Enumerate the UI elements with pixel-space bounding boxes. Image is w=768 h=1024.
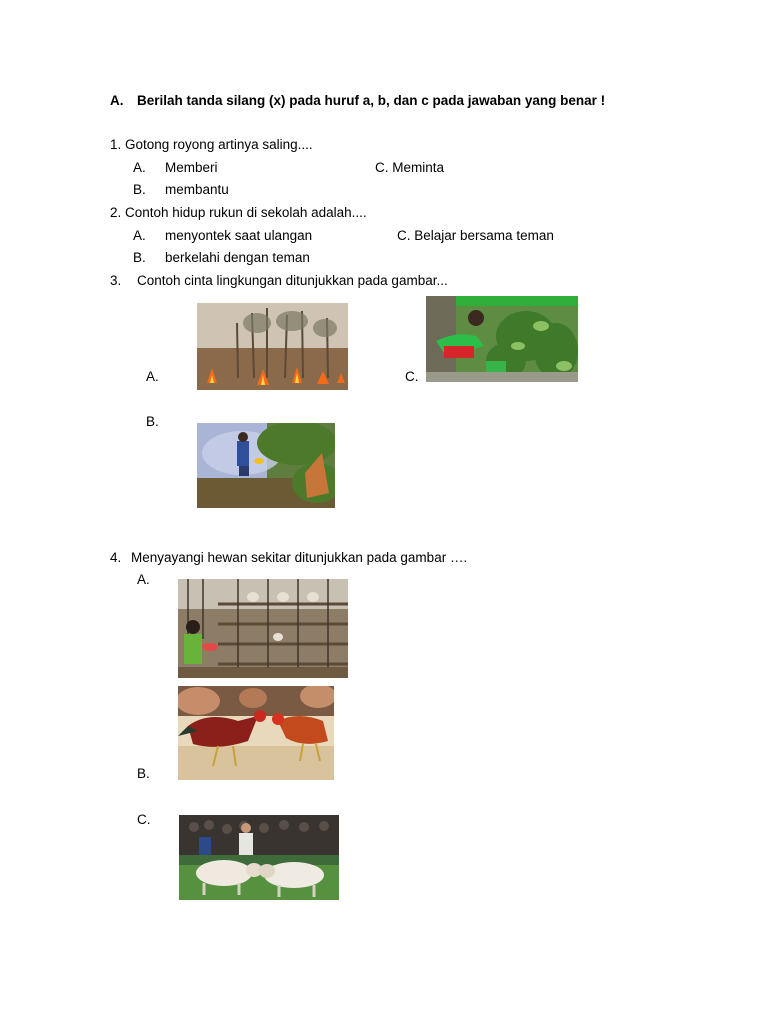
- q1-option-c-text: Meminta: [392, 160, 445, 175]
- q1-option-c: [375, 160, 444, 175]
- q2-option-c: [397, 228, 554, 243]
- forest-fire-photo: [197, 303, 348, 390]
- instruction-text: Berilah tanda silang (x) pada huruf a, b, dan c pada jawaban yang benar !: [137, 93, 606, 108]
- q4-label-c: C.: [137, 812, 151, 827]
- q1-option-a-letter: A.: [133, 160, 146, 175]
- q2-option-c-letter: C.: [397, 228, 411, 243]
- q3-label-b: B.: [146, 414, 159, 429]
- q1-option-a-text: Memberi: [165, 160, 218, 175]
- child-watering-plants-photo: [426, 296, 578, 382]
- instruction-label: A.: [110, 93, 124, 108]
- question-2: 2. Contoh hidup rukun di sekolah adalah....: [110, 205, 367, 220]
- ram-fight-photo: [179, 815, 339, 900]
- q2-option-c-text: Belajar bersama teman: [414, 228, 554, 243]
- q4-label-a: A.: [137, 572, 150, 587]
- question-1: 1. Gotong royong artinya saling....: [110, 137, 313, 152]
- question-4-number: 4.: [110, 550, 122, 565]
- question-4: Menyayangi hewan sekitar ditunjukkan pada gambar ….: [131, 550, 468, 565]
- q1-option-c-letter: C.: [375, 160, 389, 175]
- q2-option-b-letter: B.: [133, 250, 146, 265]
- q1-option-b-letter: B.: [133, 182, 146, 197]
- q2-option-a-letter: A.: [133, 228, 146, 243]
- q3-label-a: A.: [146, 369, 159, 384]
- q3-label-c: C.: [405, 369, 419, 384]
- question-3-number: 3.: [110, 273, 122, 288]
- q4-label-b: B.: [137, 766, 150, 781]
- cockfight-photo: [178, 686, 334, 780]
- q2-option-a-text: menyontek saat ulangan: [165, 228, 313, 243]
- chicken-coop-photo: [178, 579, 348, 678]
- q1-option-b-text: membantu: [165, 182, 229, 197]
- question-3: Contoh cinta lingkungan ditunjukkan pada gambar...: [137, 273, 448, 288]
- field-burning-photo: [197, 423, 335, 508]
- q2-option-b-text: berkelahi dengan teman: [165, 250, 310, 265]
